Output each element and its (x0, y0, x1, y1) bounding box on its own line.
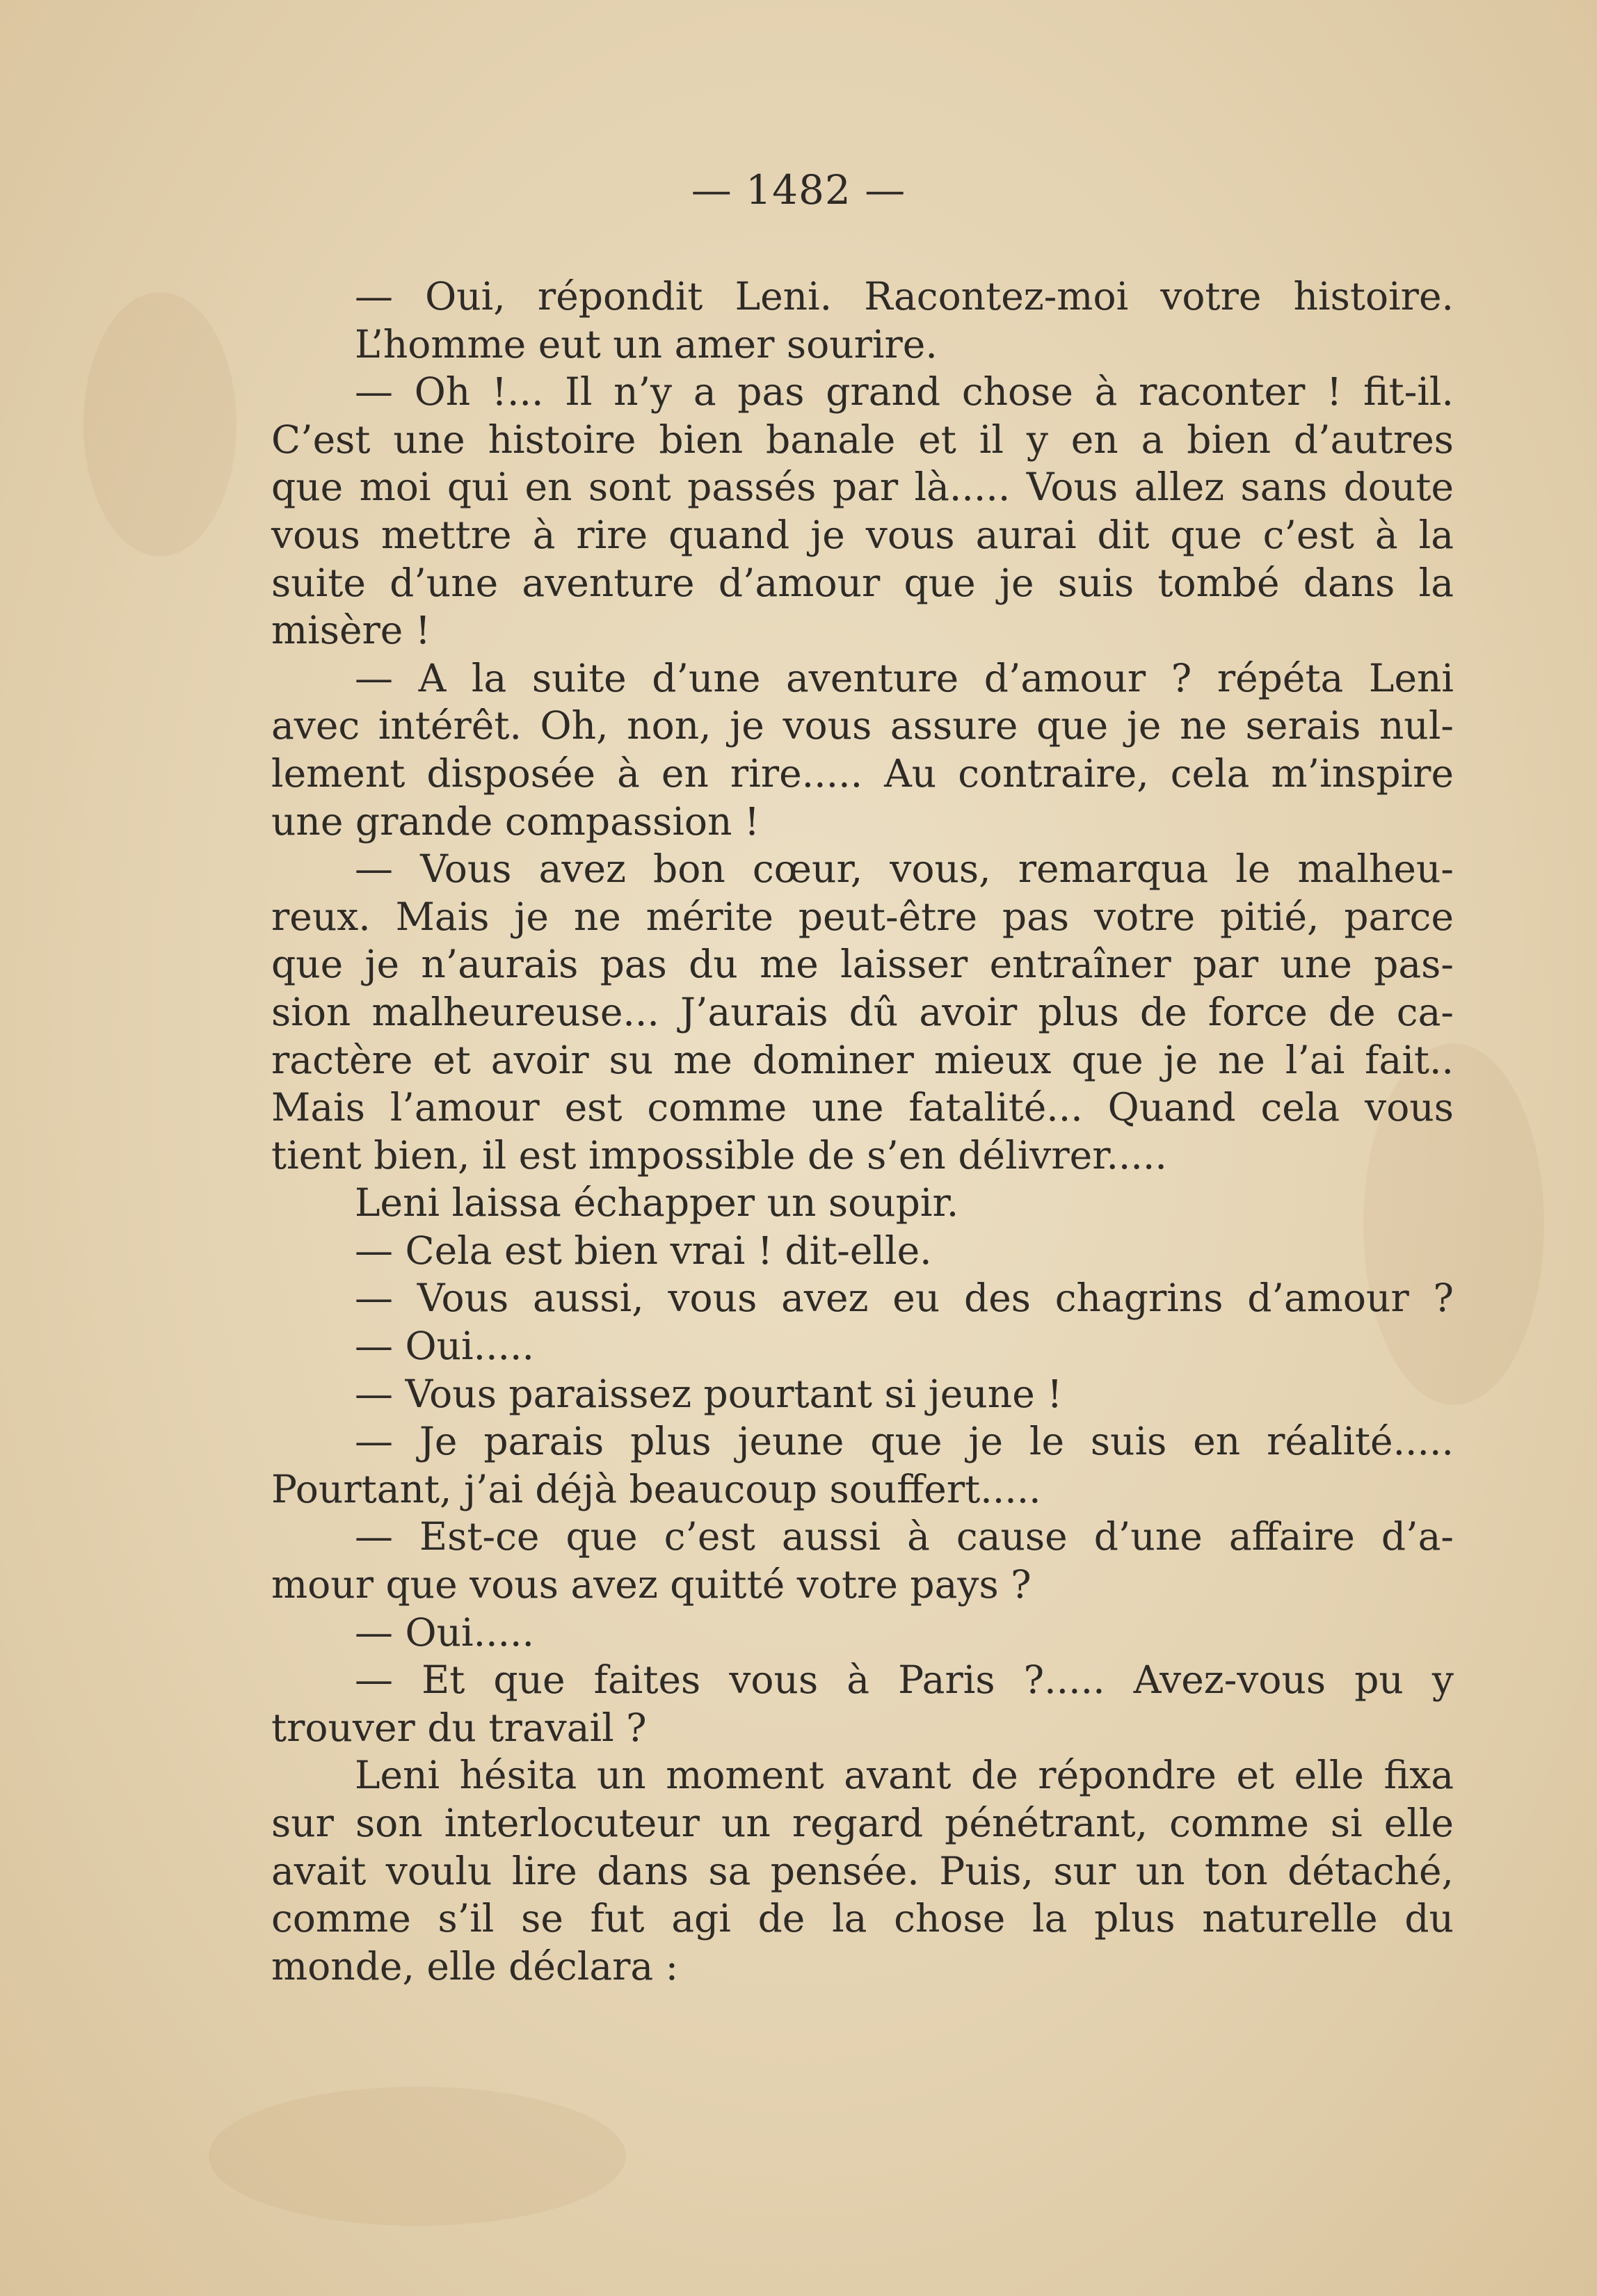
body-text (271, 273, 1454, 1990)
paper-stain (83, 292, 236, 556)
text-line: vous mettre à rire quand je vous aurai dit que c’est à la (271, 512, 1454, 557)
text-line: ractère et avoir su me dominer mieux que je ne l’ai fait.. (271, 1037, 1454, 1082)
text-line: une grande compassion ! (271, 798, 760, 844)
text-line: sur son interlocuteur un regard pénétrant, comme si elle (271, 1801, 1454, 1845)
text-line: — Oh !... Il n’y a pas grand chose à raconter ! fit-il. (355, 369, 1454, 415)
text-line: sion malheureuse... J’aurais dû avoir plus de force de ca- (271, 989, 1454, 1034)
page-number: — 1482 — (691, 166, 906, 214)
text-line: comme s’il se fut agi de la chose la plus naturelle du (271, 1896, 1454, 1941)
text-line: Leni hésita un moment avant de répondre et elle fixa (355, 1753, 1454, 1798)
text-line: Mais l’amour est comme une fatalité... Quand cela vous (271, 1085, 1454, 1130)
text-line: lement disposée à en rire..... Au contraire, cela m’inspire (271, 750, 1454, 796)
text-line: — Et que faites vous à Paris ?..... Avez-vous pu y (355, 1657, 1454, 1703)
text-line: — Oui, répondit Leni. Racontez-moi votre histoire. (355, 274, 1454, 319)
text-line: Leni laissa échapper un soupir. (355, 1180, 959, 1226)
text-line: — Vous aussi, vous avez eu des chagrins d’amour ? (355, 1276, 1454, 1321)
text-line: — Je parais plus jeune que je le suis en réalité..... (355, 1419, 1454, 1464)
text-line: avait voulu lire dans sa pensée. Puis, sur un ton détaché, (271, 1848, 1454, 1893)
text-line: suite d’une aventure d’amour que je suis tombé dans la (271, 560, 1454, 605)
text-line: — Vous paraissez pourtant si jeune ! (355, 1371, 1063, 1416)
text-line: mour que vous avez quitté votre pays ? (271, 1562, 1032, 1607)
text-line: — Oui..... (355, 1609, 535, 1655)
text-line: que moi qui en sont passés par là..... Vous allez sans doute (271, 465, 1454, 510)
text-line: Pourtant, j’ai déjà beaucoup souffert..... (271, 1466, 1041, 1511)
text-line: — Est-ce que c’est aussi à cause d’une affaire d’a- (355, 1514, 1454, 1559)
text-line: L’homme eut un amer sourire. (355, 321, 938, 367)
text-line: monde, elle déclara : (271, 1943, 679, 1989)
text-line: — Oui..... (355, 1324, 535, 1369)
text-line: misère ! (271, 608, 431, 653)
text-line: — A la suite d’une aventure d’amour ? répéta Leni (355, 655, 1454, 700)
text-line: — Vous avez bon cœur, vous, remarqua le malheu- (355, 846, 1454, 892)
text-line: avec intérêt. Oh, non, je vous assure que je ne serais nul- (271, 703, 1454, 748)
text-line: C’est une histoire bien banale et il y en a bien d’autres (271, 417, 1454, 462)
text-line: tient bien, il est impossible de s’en délivrer..... (271, 1132, 1167, 1178)
text-line: que je n’aurais pas du me laisser entraîner par une pas- (271, 942, 1454, 987)
paper-stain (209, 2087, 626, 2226)
text-line: trouver du travail ? (271, 1705, 647, 1750)
text-line: — Cela est bien vrai ! dit-elle. (355, 1228, 932, 1273)
text-line: reux. Mais je ne mérite peut-être pas votre pitié, parce (271, 894, 1454, 939)
